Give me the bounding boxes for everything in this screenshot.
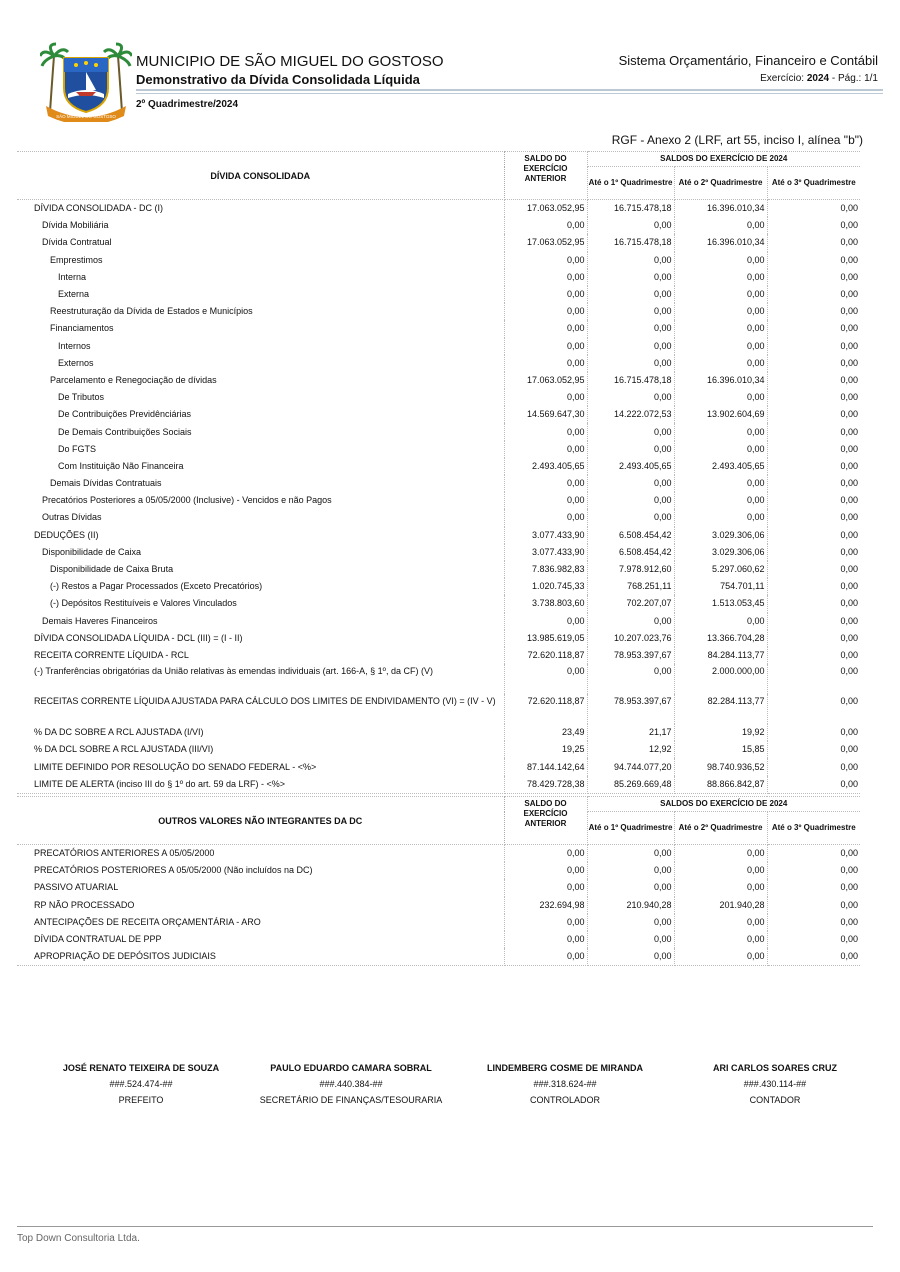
- cell-q2: 1.513.053,45: [674, 595, 767, 612]
- cell-q3: 0,00: [840, 727, 859, 738]
- cell-q1: 12,92: [587, 741, 674, 758]
- cell-q1: 85.269.669,48: [587, 776, 674, 794]
- cell-q1: 21,17: [587, 724, 674, 741]
- table-row: [17, 217, 860, 234]
- cell-q3: 0,00: [840, 564, 859, 575]
- signer-name: ARI CARLOS SOARES CRUZ: [712, 1063, 837, 1073]
- cell-q3: 0,00: [840, 882, 859, 893]
- cell-prev: 3.077.433,90: [504, 527, 587, 544]
- cell-q2: 0,00: [674, 845, 767, 863]
- cell-q1: 16.715.478,18: [587, 200, 674, 218]
- signer-role: SECRETÁRIO DE FINANÇAS/TESOURARIA: [259, 1095, 443, 1105]
- cell-q2: 98.740.936,52: [674, 758, 767, 775]
- cell-q3: 0,00: [840, 220, 859, 231]
- cell-q1: 0,00: [587, 355, 674, 372]
- table2-title: OUTROS VALORES NÃO INTEGRANTES DA DC: [17, 797, 504, 845]
- cell-q2: 16.396.010,34: [674, 234, 767, 251]
- cell-q3: 0,00: [840, 392, 859, 403]
- row-label: APROPRIAÇÃO DE DEPÓSITOS JUDICIAIS: [17, 948, 504, 966]
- row-label: Internos: [17, 338, 504, 355]
- cell-q1: 0,00: [587, 338, 674, 355]
- cell-q3: 0,00: [840, 254, 859, 265]
- cell-q3: 0,00: [840, 237, 859, 248]
- cell-q3: 0,00: [840, 581, 859, 592]
- cell-q2: 0,00: [674, 613, 767, 630]
- cell-q3: 0,00: [840, 848, 859, 859]
- cell-q1: 6.508.454,42: [587, 544, 674, 561]
- row-label: PRECATÓRIOS ANTERIORES A 05/05/2000: [17, 845, 504, 863]
- row-label: RECEITA CORRENTE LÍQUIDA - RCL: [17, 647, 504, 664]
- signature-block-finance-secretary: [246, 1060, 456, 1108]
- footer-company: Top Down Consultoria Ltda.: [17, 1233, 140, 1244]
- cell-prev: 0,00: [504, 664, 587, 694]
- cell-prev: 17.063.052,95: [504, 234, 587, 251]
- table-row: [17, 948, 860, 966]
- cell-q2: 3.029.306,06: [674, 527, 767, 544]
- row-label: DÍVIDA CONSOLIDADA - DC (I): [17, 200, 504, 218]
- municipality-name: MUNICIPIO DE SÃO MIGUEL DO GOSTOSO: [136, 53, 444, 70]
- row-label: De Contribuições Previdênciárias: [17, 406, 504, 423]
- cell-q2: 0,00: [674, 509, 767, 526]
- table-row: [17, 200, 860, 218]
- row-label: PRECATÓRIOS POSTERIORES A 05/05/2000 (Não incluídos na DC): [17, 862, 504, 879]
- cell-prev: 0,00: [504, 441, 587, 458]
- cell-q3: 0,00: [840, 426, 859, 437]
- table-row: [17, 544, 860, 561]
- table2-col-prev: SALDO DO EXERCÍCIO ANTERIOR: [504, 797, 587, 845]
- cell-q2: 84.284.113,77: [674, 647, 767, 664]
- table-row: [17, 914, 860, 931]
- cell-q1: 7.978.912,60: [587, 561, 674, 578]
- cell-prev: 0,00: [504, 914, 587, 931]
- cell-q3: 0,00: [840, 649, 859, 660]
- signer-document: ###.524.474-##: [109, 1079, 173, 1089]
- row-label: ANTECIPAÇÕES DE RECEITA ORÇAMENTÁRIA - ARO: [17, 914, 504, 931]
- cell-q3: 0,00: [840, 478, 859, 489]
- cell-q2: 0,00: [674, 862, 767, 879]
- cell-q1: 2.493.405,65: [587, 458, 674, 475]
- cell-q3: 0,00: [840, 899, 859, 910]
- cell-q2: 15,85: [674, 741, 767, 758]
- cell-q1: 0,00: [587, 423, 674, 440]
- cell-prev: 2.493.405,65: [504, 458, 587, 475]
- signer-role: PREFEITO: [118, 1095, 164, 1105]
- cell-q3: 0,00: [840, 615, 859, 626]
- table-row: [17, 630, 860, 647]
- table-row: [17, 613, 860, 630]
- cell-q3: 0,00: [840, 357, 859, 368]
- cell-q3: 0,00: [840, 271, 859, 282]
- table-row: [17, 320, 860, 337]
- cell-q2: 0,00: [674, 286, 767, 303]
- system-name: Sistema Orçamentário, Financeiro e Contábil: [618, 53, 878, 68]
- legal-reference: RGF - Anexo 2 (LRF, art 55, inciso I, alínea "b"): [611, 133, 863, 147]
- table2-col-q2: Até o 2º Quadrimestre: [674, 812, 767, 845]
- row-label: (-) Restos a Pagar Processados (Exceto Precatórios): [17, 578, 504, 595]
- cell-q3: 0,00: [840, 865, 859, 876]
- cell-q2: 0,00: [674, 303, 767, 320]
- row-label: % DA DC SOBRE A RCL AJUSTADA (I/VI): [17, 724, 504, 741]
- row-label: Do FGTS: [17, 441, 504, 458]
- cell-q3: 0,00: [840, 761, 859, 772]
- cell-prev: 0,00: [504, 355, 587, 372]
- cell-prev: 0,00: [504, 303, 587, 320]
- cell-prev: 0,00: [504, 509, 587, 526]
- cell-prev: 17.063.052,95: [504, 372, 587, 389]
- row-label: Emprestimos: [17, 252, 504, 269]
- cell-q1: 0,00: [587, 320, 674, 337]
- row-label: (-) Tranferências obrigatórias da União relativas às emendas individuais (art. 166-A, § 1º, da CF) (V): [17, 664, 504, 694]
- header-divider: [136, 89, 883, 91]
- row-label: De Demais Contribuições Sociais: [17, 423, 504, 440]
- cell-prev: 0,00: [504, 845, 587, 863]
- table-row: [17, 475, 860, 492]
- cell-q2: 13.366.704,28: [674, 630, 767, 647]
- exercise-page-info: [760, 73, 878, 84]
- cell-q1: 0,00: [587, 879, 674, 896]
- row-label: Outras Dívidas: [17, 509, 504, 526]
- cell-q2: 0,00: [674, 931, 767, 948]
- cell-prev: 0,00: [504, 931, 587, 948]
- table-row: [17, 595, 860, 612]
- cell-q3: 0,00: [840, 306, 859, 317]
- cell-q3: 0,00: [840, 512, 859, 523]
- cell-prev: 0,00: [504, 217, 587, 234]
- table-row: [17, 758, 860, 775]
- exercise-prefix: Exercício:: [760, 73, 807, 84]
- cell-prev: 0,00: [504, 948, 587, 966]
- cell-q2: 3.029.306,06: [674, 544, 767, 561]
- cell-q2: 0,00: [674, 423, 767, 440]
- cell-q2: 0,00: [674, 492, 767, 509]
- signer-role: CONTROLADOR: [529, 1095, 600, 1105]
- row-label: DEDUÇÕES (II): [17, 527, 504, 544]
- cell-prev: 0,00: [504, 613, 587, 630]
- logo-ribbon-text: SÃO MIGUEL DO GOSTOSO: [56, 114, 116, 119]
- row-label: Reestruturação da Dívida de Estados e Municípios: [17, 303, 504, 320]
- row-label: LIMITE DEFINIDO POR RESOLUÇÃO DO SENADO FEDERAL - <%>: [17, 758, 504, 775]
- row-label: RECEITAS CORRENTE LÍQUIDA AJUSTADA PARA CÁLCULO DOS LIMITES DE ENDIVIDAMENTO (VI) = (IV - V): [17, 694, 504, 724]
- cell-prev: 14.569.647,30: [504, 406, 587, 423]
- cell-prev: 17.063.052,95: [504, 200, 587, 218]
- table-row: [17, 338, 860, 355]
- row-label: Disponibilidade de Caixa Bruta: [17, 561, 504, 578]
- consolidated-debt-table: [17, 151, 860, 794]
- row-label: Disponibilidade de Caixa: [17, 544, 504, 561]
- cell-prev: 0,00: [504, 492, 587, 509]
- signer-role: CONTADOR: [749, 1095, 801, 1105]
- cell-q3: 0,00: [840, 374, 859, 385]
- cell-q3: 0,00: [840, 696, 859, 707]
- cell-prev: 23,49: [504, 724, 587, 741]
- table-row: [17, 931, 860, 948]
- cell-q2: 0,00: [674, 475, 767, 492]
- cell-q3: 0,00: [840, 916, 859, 927]
- cell-prev: 0,00: [504, 862, 587, 879]
- table-row: [17, 372, 860, 389]
- cell-q2: 16.396.010,34: [674, 200, 767, 218]
- row-label: DÍVIDA CONSOLIDADA LÍQUIDA - DCL (III) = (I - II): [17, 630, 504, 647]
- cell-prev: 7.836.982,83: [504, 561, 587, 578]
- cell-prev: 87.144.142,64: [504, 758, 587, 775]
- table-row: [17, 492, 860, 509]
- cell-prev: 3.077.433,90: [504, 544, 587, 561]
- cell-q2: 0,00: [674, 338, 767, 355]
- row-label: Precatórios Posteriores a 05/05/2000 (Inclusive) - Vencidos e não Pagos: [17, 492, 504, 509]
- table2-col-group: SALDOS DO EXERCÍCIO DE 2024: [587, 797, 860, 812]
- signature-block-accountant: [670, 1060, 880, 1108]
- cell-q3: 0,00: [767, 776, 860, 794]
- table1-col-q1: Até o 1º Quadrimestre: [587, 167, 674, 200]
- table1-col-group: SALDOS DO EXERCÍCIO DE 2024: [587, 152, 860, 167]
- cell-prev: 3.738.803,60: [504, 595, 587, 612]
- cell-q1: 0,00: [587, 303, 674, 320]
- cell-q2: 13.902.604,69: [674, 406, 767, 423]
- cell-q2: 0,00: [674, 441, 767, 458]
- table-row: [17, 776, 860, 794]
- cell-q3: 0,00: [840, 529, 859, 540]
- cell-q1: 0,00: [587, 845, 674, 863]
- table-row: [17, 423, 860, 440]
- row-label: Demais Haveres Financeiros: [17, 613, 504, 630]
- row-label: DÍVIDA CONTRATUAL DE PPP: [17, 931, 504, 948]
- cell-q1: 78.953.397,67: [587, 694, 674, 724]
- cell-q2: 2.000.000,00: [674, 664, 767, 694]
- cell-q3: 0,00: [840, 323, 859, 334]
- cell-prev: 1.020.745,33: [504, 578, 587, 595]
- cell-q2: 0,00: [674, 320, 767, 337]
- row-label: Financiamentos: [17, 320, 504, 337]
- signer-name: JOSÉ RENATO TEIXEIRA DE SOUZA: [62, 1063, 220, 1073]
- cell-q2: 0,00: [674, 914, 767, 931]
- document-title: Demonstrativo da Dívida Consolidada Líquida: [136, 72, 420, 87]
- cell-prev: 0,00: [504, 389, 587, 406]
- table-row: [17, 741, 860, 758]
- cell-q3: 0,00: [840, 460, 859, 471]
- cell-q3: 0,00: [767, 948, 860, 966]
- cell-q2: 2.493.405,65: [674, 458, 767, 475]
- cell-prev: 0,00: [504, 269, 587, 286]
- row-label: Com Instituição Não Financeira: [17, 458, 504, 475]
- row-label: Demais Dívidas Contratuais: [17, 475, 504, 492]
- cell-q1: 0,00: [587, 389, 674, 406]
- cell-q2: 19,92: [674, 724, 767, 741]
- cell-q1: 0,00: [587, 475, 674, 492]
- cell-q3: 0,00: [840, 203, 859, 214]
- table1-title: DÍVIDA CONSOLIDADA: [17, 152, 504, 200]
- cell-q1: 0,00: [587, 931, 674, 948]
- municipal-coat-of-arms-logo: [40, 42, 132, 122]
- signer-name: PAULO EDUARDO CAMARA SOBRAL: [270, 1063, 432, 1073]
- cell-q2: 0,00: [674, 217, 767, 234]
- cell-q3: 0,00: [840, 546, 859, 557]
- cell-q2: 0,00: [674, 269, 767, 286]
- row-label: Dívida Mobiliária: [17, 217, 504, 234]
- table-row: [17, 303, 860, 320]
- cell-prev: 78.429.728,38: [504, 776, 587, 794]
- cell-q1: 702.207,07: [587, 595, 674, 612]
- signer-document: ###.430.114-##: [743, 1079, 807, 1089]
- table-row: [17, 355, 860, 372]
- row-label: De Tributos: [17, 389, 504, 406]
- cell-q2: 82.284.113,77: [674, 694, 767, 724]
- signer-document: ###.318.624-##: [533, 1079, 597, 1089]
- cell-q1: 16.715.478,18: [587, 372, 674, 389]
- cell-q3: 0,00: [840, 340, 859, 351]
- cell-q1: 16.715.478,18: [587, 234, 674, 251]
- table-row: [17, 389, 860, 406]
- cell-prev: 13.985.619,05: [504, 630, 587, 647]
- cell-q1: 0,00: [587, 509, 674, 526]
- table-row: [17, 527, 860, 544]
- row-label: % DA DCL SOBRE A RCL AJUSTADA (III/VI): [17, 741, 504, 758]
- cell-q2: 0,00: [674, 879, 767, 896]
- cell-prev: 19,25: [504, 741, 587, 758]
- cell-prev: 72.620.118,87: [504, 694, 587, 724]
- cell-q1: 210.940,28: [587, 897, 674, 914]
- cell-q2: 0,00: [674, 948, 767, 966]
- cell-q1: 78.953.397,67: [587, 647, 674, 664]
- cell-q3: 0,00: [840, 289, 859, 300]
- cell-q1: 768.251,11: [587, 578, 674, 595]
- table-row: [17, 509, 860, 526]
- table1-col-q2: Até o 2º Quadrimestre: [674, 167, 767, 200]
- cell-q2: 754.701,11: [674, 578, 767, 595]
- cell-q1: 0,00: [587, 217, 674, 234]
- cell-prev: 0,00: [504, 879, 587, 896]
- footer-divider: [17, 1226, 873, 1227]
- cell-q2: 201.940,28: [674, 897, 767, 914]
- table-row: [17, 664, 860, 694]
- row-label: RP NÃO PROCESSADO: [17, 897, 504, 914]
- cell-prev: 0,00: [504, 320, 587, 337]
- cell-prev: 0,00: [504, 338, 587, 355]
- table-row: [17, 724, 860, 741]
- cell-q3: 0,00: [840, 409, 859, 420]
- table-row: [17, 879, 860, 896]
- page-number: - Pág.: 1/1: [829, 73, 878, 84]
- table-row: [17, 862, 860, 879]
- cell-q1: 0,00: [587, 286, 674, 303]
- table-row: [17, 269, 860, 286]
- row-label: LIMITE DE ALERTA (inciso III do § 1º do art. 59 da LRF) - <%>: [17, 776, 504, 794]
- cell-prev: 0,00: [504, 423, 587, 440]
- table-row: [17, 845, 860, 863]
- cell-q1: 0,00: [587, 862, 674, 879]
- header-divider-thin: [136, 93, 883, 94]
- cell-q2: 0,00: [674, 355, 767, 372]
- table1-col-q3: Até o 3º Quadrimestre: [767, 167, 860, 200]
- cell-q1: 0,00: [587, 664, 674, 694]
- table2-col-q1: Até o 1º Quadrimestre: [587, 812, 674, 845]
- cell-q1: 0,00: [587, 252, 674, 269]
- cell-q1: 14.222.072,53: [587, 406, 674, 423]
- report-period: 2º Quadrimestre/2024: [136, 99, 239, 110]
- cell-q3: 0,00: [840, 598, 859, 609]
- cell-q1: 0,00: [587, 492, 674, 509]
- cell-q1: 10.207.023,76: [587, 630, 674, 647]
- cell-prev: 0,00: [504, 286, 587, 303]
- cell-q2: 0,00: [674, 389, 767, 406]
- cell-q1: 0,00: [587, 613, 674, 630]
- exercise-year: 2024: [806, 73, 830, 84]
- cell-q3: 0,00: [840, 632, 859, 643]
- table-row: [17, 406, 860, 423]
- cell-q3: 0,00: [840, 934, 859, 945]
- cell-prev: 0,00: [504, 252, 587, 269]
- row-label: Externos: [17, 355, 504, 372]
- table-row: [17, 441, 860, 458]
- table-row: [17, 252, 860, 269]
- cell-q2: 88.866.842,87: [674, 776, 767, 794]
- cell-q3: 0,00: [840, 666, 859, 677]
- cell-q2: 16.396.010,34: [674, 372, 767, 389]
- signer-document: ###.440.384-##: [319, 1079, 383, 1089]
- cell-q2: 5.297.060,62: [674, 561, 767, 578]
- cell-q3: 0,00: [840, 495, 859, 506]
- cell-q3: 0,00: [840, 744, 859, 755]
- table-row: [17, 234, 860, 251]
- table1-col-prev: SALDO DO EXERCÍCIO ANTERIOR: [504, 152, 587, 200]
- signer-name: LINDEMBERG COSME DE MIRANDA: [486, 1063, 643, 1073]
- cell-q1: 94.744.077,20: [587, 758, 674, 775]
- cell-q1: 0,00: [587, 269, 674, 286]
- row-label: Interna: [17, 269, 504, 286]
- row-label: Parcelamento e Renegociação de dívidas: [17, 372, 504, 389]
- cell-prev: 72.620.118,87: [504, 647, 587, 664]
- cell-q3: 0,00: [840, 443, 859, 454]
- cell-prev: 0,00: [504, 475, 587, 492]
- cell-q1: 0,00: [587, 441, 674, 458]
- table-row: [17, 458, 860, 475]
- signature-block-mayor: [36, 1060, 246, 1108]
- row-label: PASSIVO ATUARIAL: [17, 879, 504, 896]
- table-row: [17, 578, 860, 595]
- row-label: (-) Depósitos Restituíveis e Valores Vinculados: [17, 595, 504, 612]
- cell-q2: 0,00: [674, 252, 767, 269]
- table-row: [17, 561, 860, 578]
- cell-q1: 0,00: [587, 914, 674, 931]
- table2-col-q3: Até o 3º Quadrimestre: [767, 812, 860, 845]
- signature-block-controller: [460, 1060, 670, 1108]
- cell-q1: 0,00: [587, 948, 674, 966]
- row-label: Dívida Contratual: [17, 234, 504, 251]
- row-label: Externa: [17, 286, 504, 303]
- table-row: [17, 694, 860, 724]
- cell-q1: 6.508.454,42: [587, 527, 674, 544]
- table-row: [17, 647, 860, 664]
- cell-prev: 232.694,98: [504, 897, 587, 914]
- table-row: [17, 286, 860, 303]
- other-values-table: [17, 796, 860, 966]
- table-row: [17, 897, 860, 914]
